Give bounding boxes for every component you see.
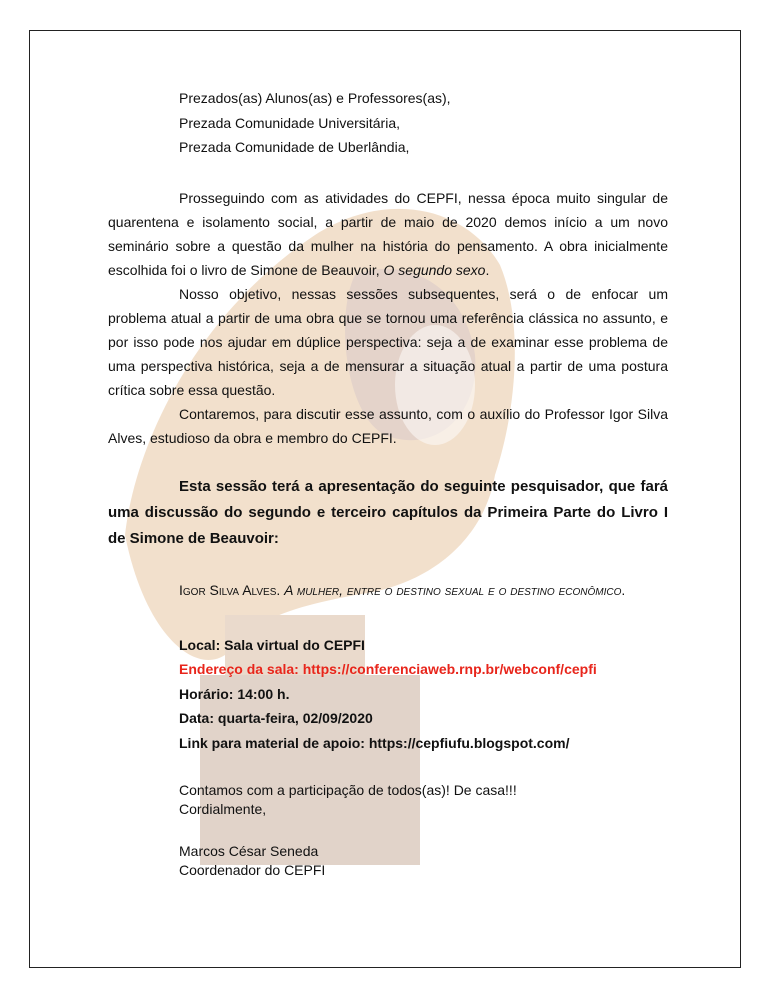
letter-content [108,86,668,880]
session-highlight: Esta sessão terá a apresentação do seguinte pesquisador, que fará uma discussão do segundo e terceiro capítulos da Primeira Parte do Livro I de Simone de Beauvoir: [108,477,668,547]
signature-role: Coordenador do CEPFI [179,862,326,878]
paragraph-1-text: Prosseguindo com as atividades do CEPFI, nessa época muito singular de quarentena e isolamento social, a partir de maio de 2020 demos início a um novo seminário sobre a questão da mulher na história do pensamento. A obra inicialmente escolhida foi o livro de Simone de Beauvoir, [108,189,668,278]
paper-title: A mulher, entre o destino sexual e o destino econômico [284,581,622,598]
greeting-line-2: Prezada Comunidade Universitária, [179,114,400,131]
greeting-block [108,86,668,160]
paragraph-1-end: . [485,261,490,278]
closing-block [108,781,668,819]
signature-name: Marcos César Seneda [179,843,319,859]
greeting-line-1: Prezados(as) Alunos(as) e Professores(as), [179,90,451,106]
info-date: Data: quarta-feira, 02/09/2020 [179,710,373,726]
greeting-line-3: Prezada Comunidade de Uberlândia, [179,139,410,155]
paper-reference [108,575,668,605]
info-local: Local: Sala virtual do CEPFI [179,636,365,653]
signature-block [108,842,668,880]
paragraph-2: Nosso objetivo, nessas sessões subsequentes, será o de enfocar um problema atual a partir de uma obra que se tornou uma referência clássica no assunto, e por isso pode nos ajudar em dúplice perspectiva: seja a de examinar esse problema de uma perspectiva histórica, seja a de mensurar a situação atual a partir de uma postura crítica sobre essa questão. [108,285,668,398]
info-time: Horário: 14:00 h. [179,685,290,702]
event-info [108,633,668,756]
info-room-address-link[interactable]: Endereço da sala: https://conferenciaweb.rnp.br/webconf/cepfi [179,661,597,677]
closing-line-1: Contamos com a participação de todos(as)! De casa!!! [179,782,517,798]
paragraph-3: Contaremos, para discutir esse assunto, com o auxílio do Professor Igor Silva Alves, estudioso da obra e membro do CEPFI. [108,405,668,446]
paper-end: . [621,581,626,598]
closing-line-2: Cordialmente, [179,801,267,817]
body-paragraphs [108,186,668,450]
paragraph-1 [108,186,668,282]
paper-author: Igor Silva Alves. [179,581,281,598]
book-title: O segundo sexo [383,261,486,278]
info-support-material-link[interactable]: Link para material de apoio: https://cepfiufu.blogspot.com/ [179,734,570,751]
